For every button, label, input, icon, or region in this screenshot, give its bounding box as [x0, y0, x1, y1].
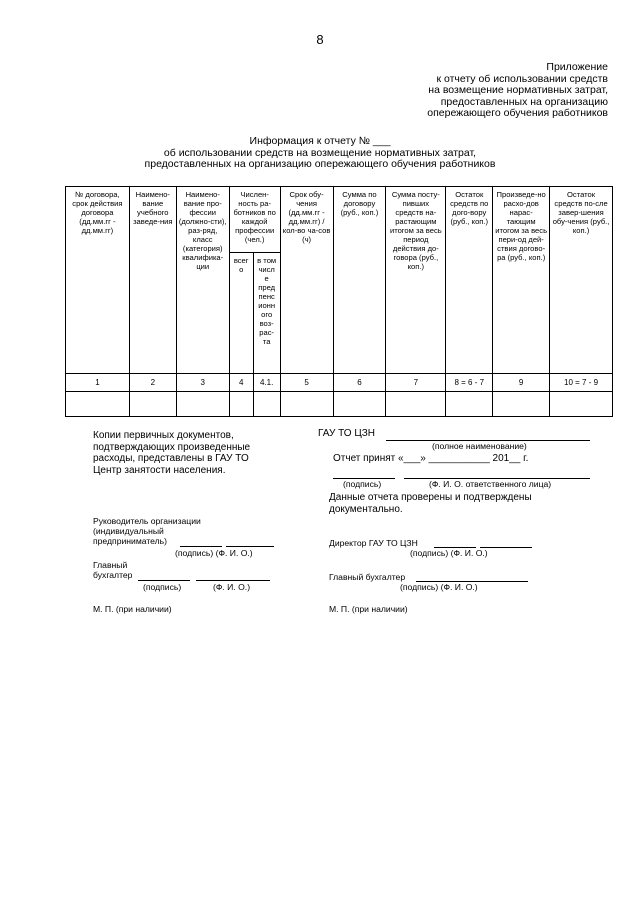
- copies-line: подтверждающих произведенные: [93, 441, 251, 453]
- sign-caption: (подпись): [343, 479, 382, 489]
- column-number: 10 = 7 - 9: [550, 374, 613, 392]
- data-cell[interactable]: [129, 392, 176, 417]
- copies-line: Копии первичных документов,: [93, 430, 234, 441]
- checked-line: документально.: [329, 503, 403, 515]
- signature-caption: (подпись) (Ф. И. О.): [175, 548, 253, 558]
- head-label: [93, 516, 201, 546]
- signature-line[interactable]: [138, 580, 190, 581]
- header-cell: Остаток средств по-сле завер-шения обу-чения (руб., коп.): [550, 187, 613, 374]
- data-cell[interactable]: [229, 392, 253, 417]
- accountant-line: бухгалтер: [93, 570, 133, 580]
- data-cell[interactable]: [446, 392, 493, 417]
- column-number: 7: [386, 374, 446, 392]
- copies-line: Центр занятости населения.: [93, 464, 226, 476]
- header-cell: в том числ е пред пенс ионн ого воз-рас-та: [253, 253, 280, 374]
- checked-note: [329, 492, 532, 515]
- report-table: [65, 186, 613, 417]
- column-number: 5: [280, 374, 333, 392]
- fio-line[interactable]: [226, 546, 274, 547]
- appendix-line: на возмещение нормативных затрат,: [428, 84, 608, 97]
- fio-line[interactable]: [196, 580, 270, 581]
- data-cell[interactable]: [386, 392, 446, 417]
- column-number-row: [66, 374, 613, 392]
- title-line: предоставленных на организацию опережающего обучения работников: [144, 158, 496, 171]
- chief-accountant-label: Главный бухгалтер: [329, 572, 406, 582]
- column-number: 4.1.: [253, 374, 280, 392]
- title-line: Информация к отчету № ___: [249, 135, 391, 147]
- header-cell: всег о: [229, 253, 253, 374]
- title-line: об использовании средств на возмещение нормативных затрат,: [163, 146, 477, 159]
- header-cell: Сумма посту-пивших средств на-растающим итогом за весь период действия до-говора (руб., коп.): [386, 187, 446, 374]
- header-cell: Наимено-вание про-фессии (должно-сти), раз-ряд, класс (категория) квалифика-ции: [176, 187, 229, 374]
- head-line: Руководитель организации: [93, 516, 201, 526]
- full-name-caption: (полное наименование): [432, 441, 527, 451]
- data-cell[interactable]: [66, 392, 130, 417]
- header-cell: Остаток средств по дого-вору (руб., коп.): [446, 187, 493, 374]
- gau-label: ГАУ ТО ЦЗН: [318, 428, 375, 439]
- appendix-line: к отчету об использовании средств: [436, 72, 608, 85]
- document-title: [0, 136, 640, 171]
- data-cell[interactable]: [550, 392, 613, 417]
- appendix-line: Приложение: [546, 61, 608, 73]
- column-number: 4: [229, 374, 253, 392]
- data-cell[interactable]: [280, 392, 333, 417]
- chief-accountant-caption: (подпись) (Ф. И. О.): [400, 582, 478, 592]
- resp-caption: (Ф. И. О. ответственного лица): [429, 479, 552, 489]
- data-cell[interactable]: [493, 392, 550, 417]
- accountant-line: Главный: [93, 560, 128, 570]
- blank-data-row: [66, 392, 613, 417]
- data-cell[interactable]: [253, 392, 280, 417]
- column-number: 6: [333, 374, 386, 392]
- director-label: Директор ГАУ ТО ЦЗН: [329, 538, 418, 548]
- accountant-label: [93, 560, 132, 580]
- appendix-block: [427, 62, 608, 120]
- checked-line: Данные отчета проверены и подтверждены: [329, 492, 532, 503]
- data-cell[interactable]: [333, 392, 386, 417]
- header-cell: Срок обу-чения (дд.мм.гг - дд.мм.гг) / кол-во ча-сов (ч): [280, 187, 333, 374]
- column-number: 2: [129, 374, 176, 392]
- signature-line[interactable]: [180, 546, 222, 547]
- stamp-note: М. П. (при наличии): [329, 604, 408, 614]
- column-number: 1: [66, 374, 130, 392]
- header-cell: Наимено-вание учебного заведе-ния: [129, 187, 176, 374]
- column-number: 9: [493, 374, 550, 392]
- accountant-sign-caption: (подпись): [143, 582, 182, 592]
- stamp-note: М. П. (при наличии): [93, 604, 172, 614]
- header-row: [66, 187, 613, 253]
- page-number: 8: [316, 32, 324, 47]
- column-number: 8 = 6 - 7: [446, 374, 493, 392]
- header-cell: Числен-ность ра-ботников по каждой профессии (чел.): [229, 187, 280, 253]
- accepted-line: Отчет принят «___» ___________ 201__ г.: [333, 453, 529, 464]
- column-number: 3: [176, 374, 229, 392]
- header-cell: Произведе-но расхо-дов нарас-тающим итогом за весь пери-од дей-ствия догово-ра (руб., коп.): [493, 187, 550, 374]
- head-line: предприниматель): [93, 536, 168, 546]
- appendix-line: предоставленных на организацию: [440, 95, 608, 108]
- head-line: (индивидуальный: [93, 526, 164, 536]
- copies-note: [93, 430, 250, 476]
- appendix-line: опережающего обучения работников: [427, 107, 608, 120]
- data-cell[interactable]: [176, 392, 229, 417]
- copies-line: расходы, представлены в ГАУ ТО: [93, 453, 249, 465]
- header-cell: № договора, срок действия договора (дд.мм.гг - дд.мм.гг): [66, 187, 130, 374]
- accountant-fio-caption: (Ф. И. О.): [213, 582, 251, 592]
- header-cell: Сумма по договору (руб., коп.): [333, 187, 386, 374]
- director-caption: (подпись) (Ф. И. О.): [410, 548, 488, 558]
